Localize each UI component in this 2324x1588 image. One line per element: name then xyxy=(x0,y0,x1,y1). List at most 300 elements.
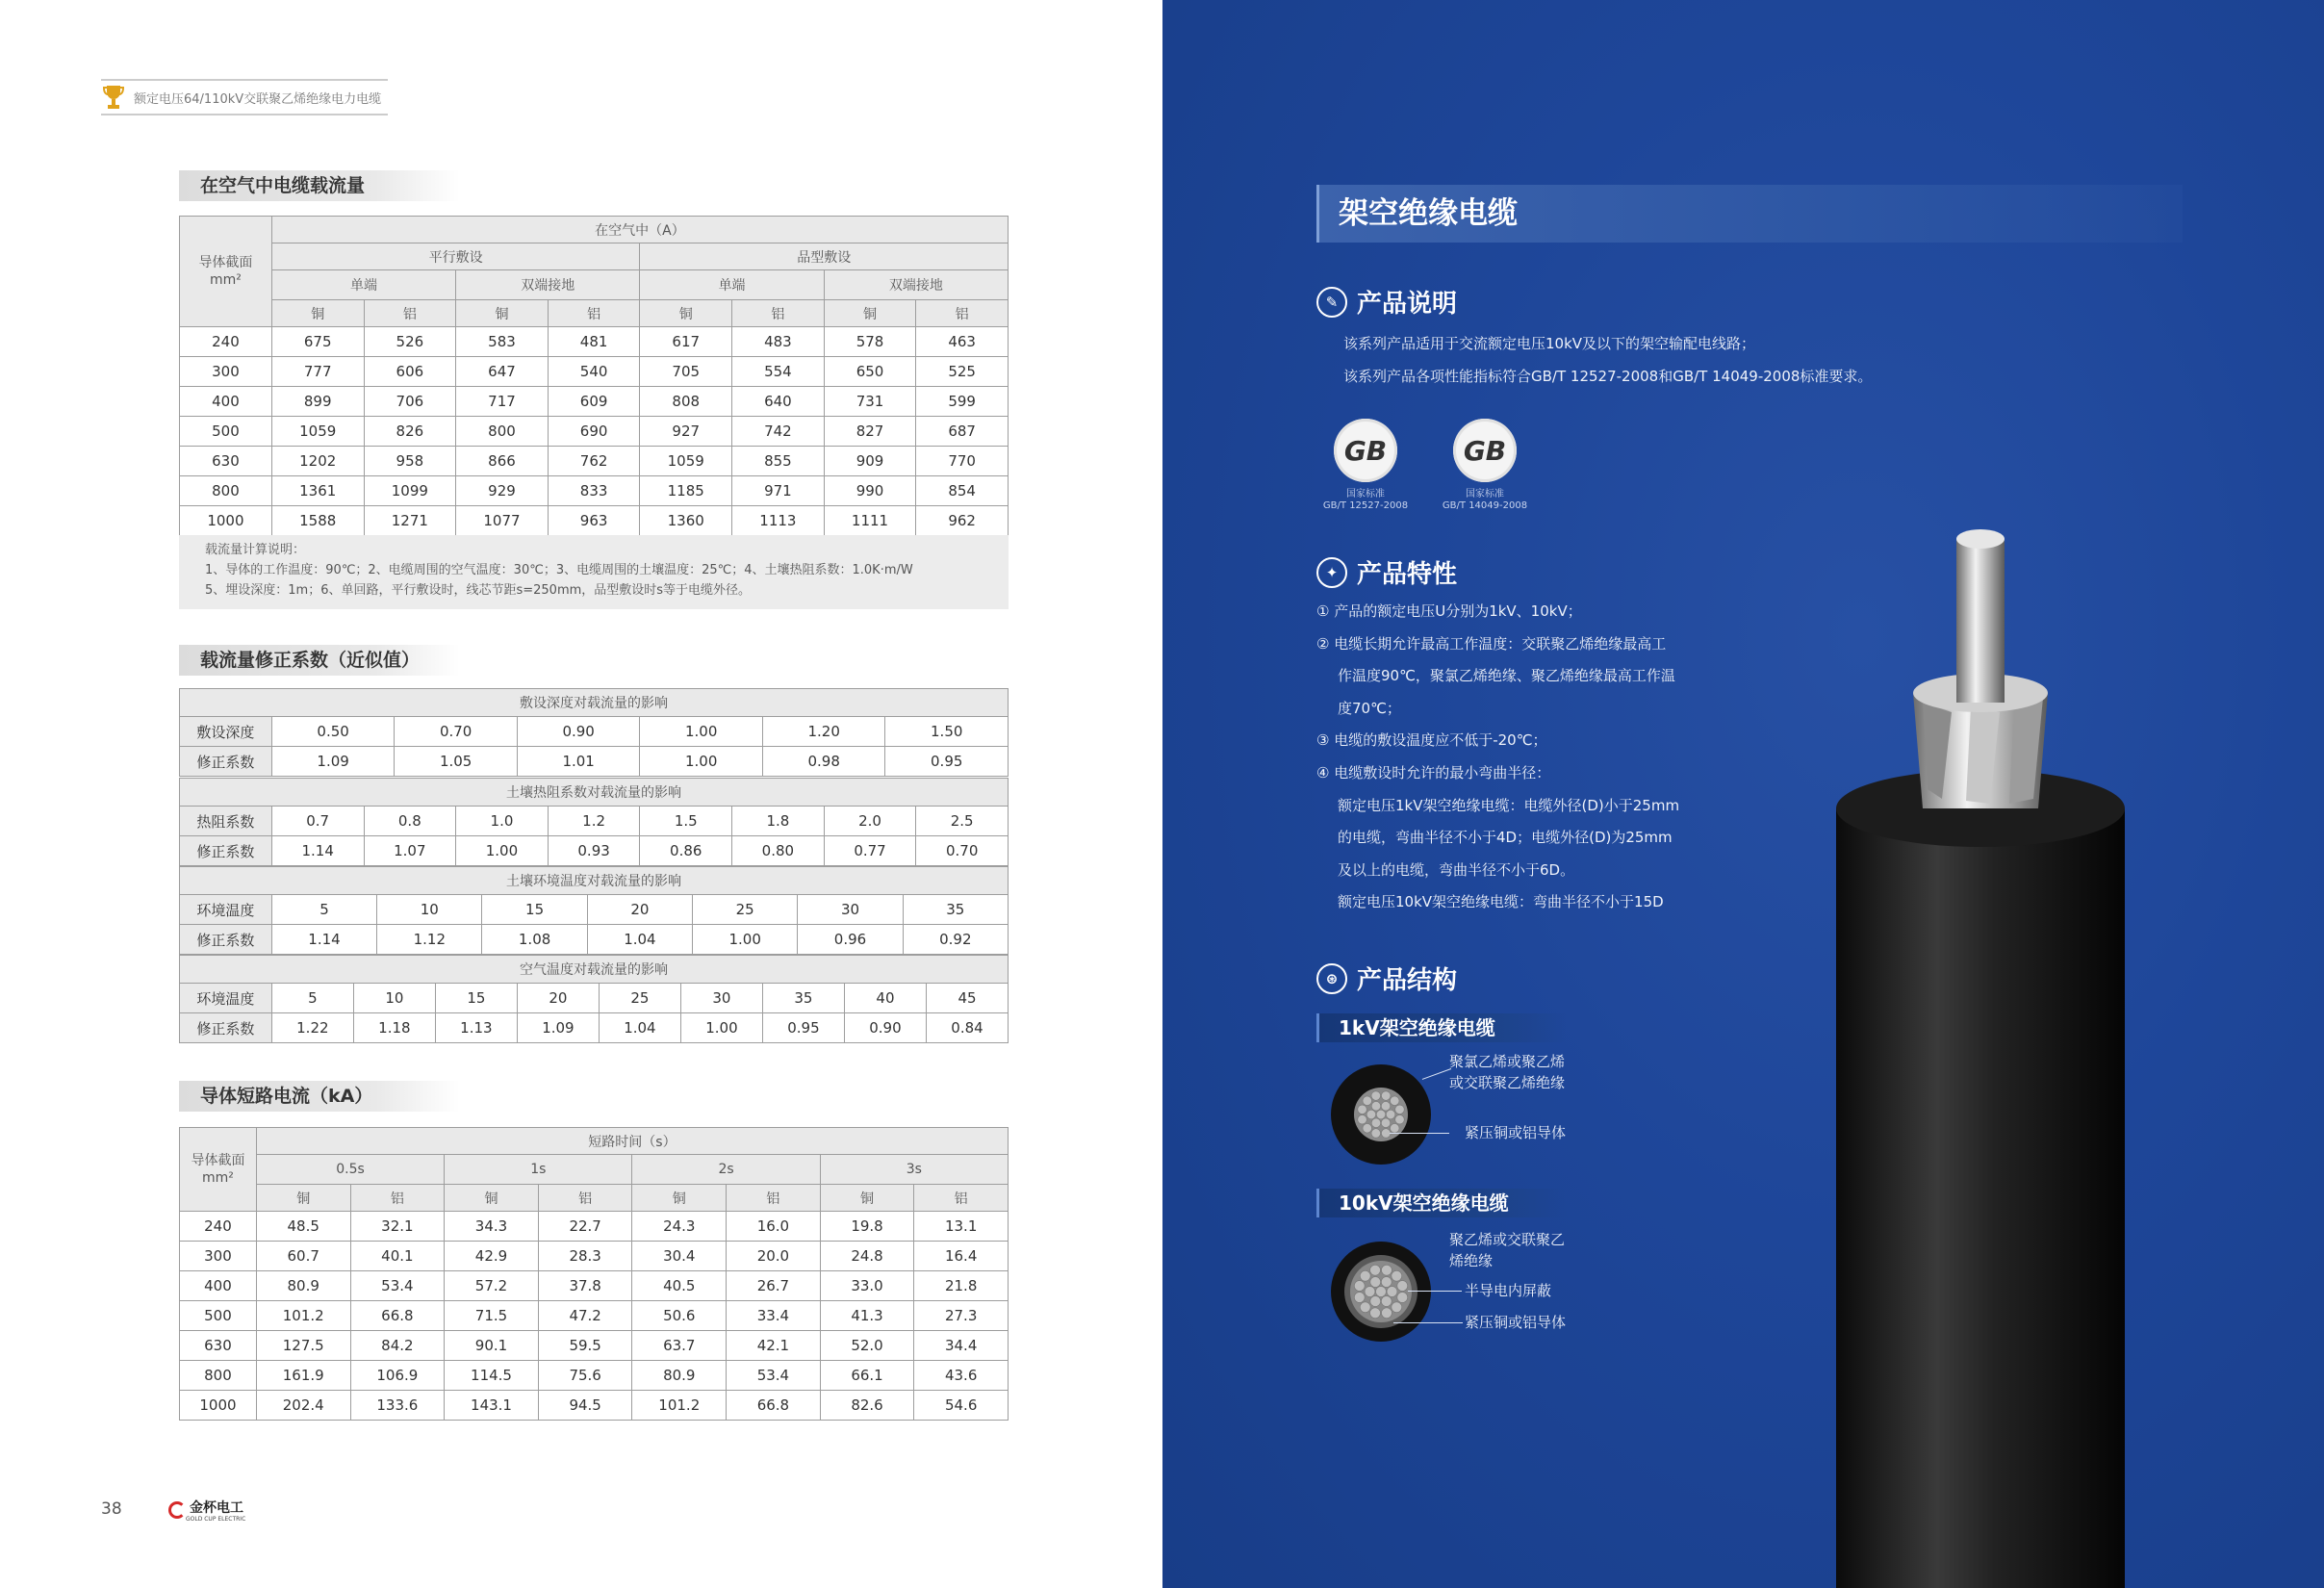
time-group: 1s xyxy=(445,1155,632,1185)
cell: 1.05 xyxy=(395,747,518,777)
cell: 866 xyxy=(456,447,549,476)
cell: 10 xyxy=(353,984,435,1013)
strand xyxy=(1363,1096,1372,1106)
cell: 34.4 xyxy=(914,1331,1009,1361)
cell: 0.70 xyxy=(916,836,1009,866)
strand xyxy=(1382,1265,1392,1275)
cell: 1.09 xyxy=(517,1013,599,1043)
table-row xyxy=(180,447,1009,476)
time-header: 短路时间（s） xyxy=(256,1128,1008,1155)
feature-line: 的电缆，弯曲半径不小于4D；电缆外径(D)为25mm xyxy=(1338,829,1673,847)
cell: 52.0 xyxy=(820,1331,914,1361)
strand xyxy=(1376,1287,1387,1297)
cell: 133.6 xyxy=(350,1391,445,1421)
row-size: 300 xyxy=(180,1242,257,1271)
cell: 53.4 xyxy=(350,1271,445,1301)
strand xyxy=(1395,1105,1405,1114)
gb-badge-icon: GB xyxy=(1453,419,1517,482)
strand xyxy=(1376,1110,1386,1119)
struct-label-text: 聚氯乙烯或聚乙烯 xyxy=(1449,1053,1566,1070)
correction-caption: 敷设深度对载流量的影响 xyxy=(180,689,1009,717)
gb-caption xyxy=(1432,489,1538,512)
running-header xyxy=(101,79,388,115)
cell: 687 xyxy=(916,417,1009,447)
cell: 909 xyxy=(824,447,916,476)
structure-heading xyxy=(1316,960,1457,996)
cell: 127.5 xyxy=(256,1331,350,1361)
strand xyxy=(1370,1265,1381,1275)
correction-table xyxy=(179,866,1009,955)
cell: 48.5 xyxy=(256,1212,350,1242)
desc-line: 该系列产品各项性能指标符合GB/T 12527-2008和GB/T 14049-2008标准要求。 xyxy=(1343,368,1873,385)
feature-line: ④ 电缆敷设时允许的最小弯曲半径： xyxy=(1316,764,1551,781)
correction-table xyxy=(179,955,1009,1043)
cell: 0.98 xyxy=(762,747,885,777)
cell: 690 xyxy=(548,417,640,447)
strand xyxy=(1397,1281,1408,1292)
strand xyxy=(1395,1114,1405,1124)
cell: 800 xyxy=(456,417,549,447)
cell: 481 xyxy=(548,327,640,357)
cell: 30 xyxy=(798,895,903,925)
table-row xyxy=(180,1271,1009,1301)
cell: 1361 xyxy=(271,476,364,506)
cell: 2.0 xyxy=(824,807,916,836)
cell: 599 xyxy=(916,387,1009,417)
desc-title: 产品说明 xyxy=(1357,290,1458,319)
cell: 640 xyxy=(732,387,825,417)
cell: 90.1 xyxy=(445,1331,539,1361)
cell: 1059 xyxy=(271,417,364,447)
correction-caption: 空气温度对载流量的影响 xyxy=(180,956,1009,984)
metal-header: 铜 xyxy=(820,1185,914,1212)
cell: 5 xyxy=(271,984,353,1013)
table-row xyxy=(180,476,1009,506)
table-row xyxy=(180,1242,1009,1271)
struct-label-text: 或交联聚乙烯绝缘 xyxy=(1449,1074,1566,1091)
cell: 60.7 xyxy=(256,1242,350,1271)
features-icon: ✦ xyxy=(1316,557,1347,588)
correction-caption: 土壤环境温度对载流量的影响 xyxy=(180,867,1009,895)
cell: 1059 xyxy=(640,447,732,476)
table-row xyxy=(180,717,1009,747)
cell: 1185 xyxy=(640,476,732,506)
row-header: 热阻系数 xyxy=(180,807,272,836)
cell: 54.6 xyxy=(914,1391,1009,1421)
time-group: 2s xyxy=(632,1155,820,1185)
metal-header: 铝 xyxy=(364,300,456,327)
row-header: 修正系数 xyxy=(180,925,272,955)
cell: 32.1 xyxy=(350,1212,445,1242)
cell: 833 xyxy=(548,476,640,506)
cell: 1.18 xyxy=(353,1013,435,1043)
metal-header: 铜 xyxy=(271,300,364,327)
row-header: 修正系数 xyxy=(180,836,272,866)
conductor-header xyxy=(180,217,272,327)
cell: 1.09 xyxy=(271,747,395,777)
strand xyxy=(1365,1287,1375,1297)
cell: 53.4 xyxy=(727,1361,821,1391)
cell: 40 xyxy=(844,984,926,1013)
features-heading xyxy=(1316,554,1457,590)
air-header: 在空气中（A） xyxy=(271,217,1008,243)
cell: 958 xyxy=(364,447,456,476)
cell: 1588 xyxy=(271,506,364,536)
row-size: 630 xyxy=(180,447,272,476)
feature-line: 作温度90℃，聚氯乙烯绝缘、聚乙烯绝缘最高工作温 xyxy=(1338,667,1675,685)
strand xyxy=(1371,1102,1381,1112)
correction-table xyxy=(179,778,1009,866)
cell: 45 xyxy=(926,984,1008,1013)
strand xyxy=(1371,1118,1381,1128)
strand xyxy=(1363,1123,1372,1133)
strand xyxy=(1371,1091,1381,1101)
leader-line xyxy=(1393,1322,1463,1323)
struct-title: 产品结构 xyxy=(1357,966,1458,995)
struct-1kv-title: 1kV架空绝缘电缆 xyxy=(1316,1013,1567,1042)
strand xyxy=(1382,1308,1392,1319)
row-header: 修正系数 xyxy=(180,1013,272,1043)
strand xyxy=(1360,1302,1370,1313)
table-row xyxy=(180,1391,1009,1421)
metal-header: 铝 xyxy=(538,1185,632,1212)
cell: 37.8 xyxy=(538,1271,632,1301)
cell: 25 xyxy=(693,895,798,925)
section-title-correction: 载流量修正系数（近似值） xyxy=(179,645,460,676)
cell: 71.5 xyxy=(445,1301,539,1331)
cell: 202.4 xyxy=(256,1391,350,1421)
cell: 101.2 xyxy=(256,1301,350,1331)
cell: 0.86 xyxy=(640,836,732,866)
group-header: 品型敷设 xyxy=(640,243,1009,270)
struct-label-text: 聚乙烯或交联聚乙 xyxy=(1449,1231,1566,1248)
strand xyxy=(1381,1091,1391,1101)
calculation-note xyxy=(179,535,1009,609)
cell: 1.01 xyxy=(517,747,640,777)
metal-header: 铝 xyxy=(732,300,825,327)
row-size: 800 xyxy=(180,1361,257,1391)
cell: 30 xyxy=(680,984,762,1013)
cell: 35 xyxy=(762,984,844,1013)
cell: 1.00 xyxy=(693,925,798,955)
brand-name-en: GOLD CUP ELECTRIC xyxy=(186,1516,246,1523)
unit-label: mm² xyxy=(210,272,242,288)
cell: 57.2 xyxy=(445,1271,539,1301)
struct-label-text: 烯绝缘 xyxy=(1449,1252,1494,1269)
cell: 777 xyxy=(271,357,364,387)
cell: 583 xyxy=(456,327,549,357)
cell: 675 xyxy=(271,327,364,357)
cell: 0.93 xyxy=(548,836,640,866)
row-header: 修正系数 xyxy=(180,747,272,777)
cell: 827 xyxy=(824,417,916,447)
feature-line: ② 电缆长期允许最高工作温度：交联聚乙烯绝缘最高工 xyxy=(1316,634,1667,653)
cell: 59.5 xyxy=(538,1331,632,1361)
cell: 82.6 xyxy=(820,1391,914,1421)
table-row xyxy=(180,387,1009,417)
cable-cross-section-icon: ⊛ xyxy=(1316,963,1347,994)
table-row xyxy=(180,327,1009,357)
subgroup-header: 单端 xyxy=(271,270,455,300)
cell: 50.6 xyxy=(632,1301,727,1331)
table-row xyxy=(180,417,1009,447)
right-page xyxy=(1162,0,2324,1588)
table-row xyxy=(180,895,1009,925)
cell: 143.1 xyxy=(445,1391,539,1421)
note-line: 1、导体的工作温度：90℃；2、电缆周围的空气温度：30℃；3、电缆周围的土壤温度：25℃；4、土壤热阻系数：1.0K·m/W xyxy=(205,563,913,577)
cell: 24.3 xyxy=(632,1212,727,1242)
row-header: 环境温度 xyxy=(180,984,272,1013)
gb-caption-line: GB/T 14049-2008 xyxy=(1442,500,1528,511)
feat-title: 产品特性 xyxy=(1357,560,1458,589)
table-row xyxy=(180,1331,1009,1361)
cell: 40.5 xyxy=(632,1271,727,1301)
trophy-icon xyxy=(103,84,124,111)
time-group: 3s xyxy=(820,1155,1008,1185)
cell: 554 xyxy=(732,357,825,387)
cell: 43.6 xyxy=(914,1361,1009,1391)
table-row xyxy=(180,1013,1009,1043)
note-line: 载流量计算说明： xyxy=(205,543,306,557)
strand xyxy=(1370,1277,1381,1288)
strand xyxy=(1392,1270,1402,1281)
metal-header: 铝 xyxy=(548,300,640,327)
row-size: 240 xyxy=(180,327,272,357)
table-row xyxy=(180,357,1009,387)
table-row xyxy=(180,1301,1009,1331)
cell: 28.3 xyxy=(538,1242,632,1271)
cell: 540 xyxy=(548,357,640,387)
cell: 27.3 xyxy=(914,1301,1009,1331)
leader-line xyxy=(1390,1133,1449,1134)
cell: 483 xyxy=(732,327,825,357)
row-size: 630 xyxy=(180,1331,257,1361)
feature-line: 度70℃； xyxy=(1338,699,1401,717)
cell: 80.9 xyxy=(256,1271,350,1301)
gb-caption xyxy=(1313,489,1418,512)
cell: 525 xyxy=(916,357,1009,387)
cell: 742 xyxy=(732,417,825,447)
brand-name: 金杯电工 xyxy=(190,1500,243,1516)
cell: 1.07 xyxy=(364,836,456,866)
cell: 1.13 xyxy=(435,1013,517,1043)
cell: 101.2 xyxy=(632,1391,727,1421)
note-line: 5、埋设深度：1m；6、单回路，平行敷设时，线芯节距s=250mm，品型敷设时s等于电缆外径。 xyxy=(205,583,752,598)
row-header: 敷设深度 xyxy=(180,717,272,747)
table-row xyxy=(180,506,1009,536)
cable-10kv-cross-section xyxy=(1328,1239,1434,1345)
cell: 84.2 xyxy=(350,1331,445,1361)
cell: 1.04 xyxy=(587,925,692,955)
metal-header: 铜 xyxy=(256,1185,350,1212)
cell: 34.3 xyxy=(445,1212,539,1242)
cell: 1.22 xyxy=(271,1013,353,1043)
cell: 927 xyxy=(640,417,732,447)
cell: 1.14 xyxy=(271,925,376,955)
strand xyxy=(1370,1296,1381,1307)
cell: 706 xyxy=(364,387,456,417)
cell: 80.9 xyxy=(632,1361,727,1391)
short-circuit-table xyxy=(179,1127,1009,1421)
cell: 161.9 xyxy=(256,1361,350,1391)
struct-label: 半导电内屏蔽 xyxy=(1465,1282,1552,1299)
cell: 20.0 xyxy=(727,1242,821,1271)
table-row xyxy=(180,1361,1009,1391)
cell: 717 xyxy=(456,387,549,417)
subgroup-header: 单端 xyxy=(640,270,824,300)
table-row xyxy=(180,807,1009,836)
gb-caption-line: GB/T 12527-2008 xyxy=(1322,500,1409,511)
cell: 990 xyxy=(824,476,916,506)
cell: 41.3 xyxy=(820,1301,914,1331)
cell: 0.92 xyxy=(903,925,1008,955)
cell: 971 xyxy=(732,476,825,506)
cell: 1360 xyxy=(640,506,732,536)
cell: 899 xyxy=(271,387,364,417)
cell: 1.50 xyxy=(885,717,1009,747)
cell: 1.00 xyxy=(640,717,763,747)
cell: 526 xyxy=(364,327,456,357)
row-header: 环境温度 xyxy=(180,895,272,925)
cell: 42.9 xyxy=(445,1242,539,1271)
cell: 19.8 xyxy=(820,1212,914,1242)
cell: 15 xyxy=(482,895,587,925)
strand xyxy=(1354,1293,1365,1303)
metal-header: 铜 xyxy=(456,300,549,327)
cell: 0.77 xyxy=(824,836,916,866)
strand xyxy=(1354,1281,1365,1292)
cell: 0.50 xyxy=(271,717,395,747)
table-row xyxy=(180,836,1009,866)
conductor-header xyxy=(180,1128,257,1212)
cell: 47.2 xyxy=(538,1301,632,1331)
strand xyxy=(1358,1105,1367,1114)
struct-label xyxy=(1449,1051,1565,1093)
cell: 762 xyxy=(548,447,640,476)
cell: 33.4 xyxy=(727,1301,821,1331)
cell: 606 xyxy=(364,357,456,387)
cell: 1.5 xyxy=(640,807,732,836)
unit-label: mm² xyxy=(202,1170,234,1186)
row-size: 500 xyxy=(180,1301,257,1331)
cell: 106.9 xyxy=(350,1361,445,1391)
product-title: 架空绝缘电缆 xyxy=(1316,185,2183,243)
cell: 1.00 xyxy=(680,1013,762,1043)
cell: 1113 xyxy=(732,506,825,536)
feature-line: 及以上的电缆，弯曲半径不小于6D。 xyxy=(1338,860,1575,879)
cell: 1271 xyxy=(364,506,456,536)
cell: 2.5 xyxy=(916,807,1009,836)
strand xyxy=(1390,1123,1399,1133)
cell: 42.1 xyxy=(727,1331,821,1361)
cell: 63.7 xyxy=(632,1331,727,1361)
strand xyxy=(1390,1096,1399,1106)
row-size: 240 xyxy=(180,1212,257,1242)
row-size: 1000 xyxy=(180,506,272,536)
row-size: 300 xyxy=(180,357,272,387)
strand xyxy=(1381,1296,1392,1307)
cell: 963 xyxy=(548,506,640,536)
cell: 962 xyxy=(916,506,1009,536)
feature-line: 额定电压10kV架空绝缘电缆：弯曲半径不小于15D xyxy=(1338,893,1664,911)
struct-10kv-title: 10kV架空绝缘电缆 xyxy=(1316,1189,1567,1217)
cell: 855 xyxy=(732,447,825,476)
cell: 21.8 xyxy=(914,1271,1009,1301)
group-header: 平行敷设 xyxy=(271,243,640,270)
running-title: 额定电压64/110kV交联聚乙烯绝缘电力电缆 xyxy=(134,91,382,107)
gb-caption-line: 国家标准 xyxy=(1466,489,1504,499)
section-title-short-circuit: 导体短路电流（kA） xyxy=(179,1081,460,1112)
gb-caption-line: 国家标准 xyxy=(1346,489,1385,499)
strand xyxy=(1381,1118,1391,1128)
leader-line xyxy=(1408,1291,1462,1292)
cell: 929 xyxy=(456,476,549,506)
cell: 26.7 xyxy=(727,1271,821,1301)
brand-logo xyxy=(168,1498,245,1523)
cell: 0.80 xyxy=(732,836,825,866)
strand xyxy=(1397,1293,1408,1303)
metal-header: 铜 xyxy=(640,300,732,327)
cell: 66.8 xyxy=(350,1301,445,1331)
table-row xyxy=(180,1212,1009,1242)
table-row xyxy=(180,747,1009,777)
strand xyxy=(1386,1110,1395,1119)
conductor-label: 导体截面 xyxy=(198,255,253,270)
cell: 1077 xyxy=(456,506,549,536)
row-size: 800 xyxy=(180,476,272,506)
cell: 114.5 xyxy=(445,1361,539,1391)
cell: 20 xyxy=(517,984,599,1013)
cell: 24.8 xyxy=(820,1242,914,1271)
cell: 20 xyxy=(587,895,692,925)
cell: 0.95 xyxy=(762,1013,844,1043)
cell: 1111 xyxy=(824,506,916,536)
strand xyxy=(1381,1102,1391,1112)
cell: 1099 xyxy=(364,476,456,506)
cell: 1.0 xyxy=(456,807,549,836)
metal-header: 铜 xyxy=(632,1185,727,1212)
feature-line: ① 产品的额定电压U分别为1kV、10kV； xyxy=(1316,602,1582,620)
cell: 0.90 xyxy=(517,717,640,747)
desc-heading xyxy=(1316,284,1457,320)
cell: 10 xyxy=(377,895,482,925)
section-title-air-ampacity: 在空气中电缆载流量 xyxy=(179,170,460,201)
cell: 808 xyxy=(640,387,732,417)
ampacity-table xyxy=(179,216,1009,536)
cell: 25 xyxy=(599,984,680,1013)
row-size: 1000 xyxy=(180,1391,257,1421)
struct-label xyxy=(1449,1229,1565,1271)
cell: 1.14 xyxy=(271,836,364,866)
cell: 16.4 xyxy=(914,1242,1009,1271)
cell: 16.0 xyxy=(727,1212,821,1242)
row-size: 400 xyxy=(180,1271,257,1301)
cell: 1.12 xyxy=(377,925,482,955)
logo-mark-icon xyxy=(168,1501,186,1519)
cell: 1.20 xyxy=(762,717,885,747)
table-row xyxy=(180,984,1009,1013)
document-icon: ✎ xyxy=(1316,287,1347,318)
cell: 0.84 xyxy=(926,1013,1008,1043)
cell: 40.1 xyxy=(350,1242,445,1271)
cell: 35 xyxy=(903,895,1008,925)
cell: 1.2 xyxy=(548,807,640,836)
gb-badge-icon: GB xyxy=(1334,419,1397,482)
cell: 1.00 xyxy=(456,836,549,866)
correction-table xyxy=(179,688,1009,777)
cell: 5 xyxy=(271,895,376,925)
cell: 0.95 xyxy=(885,747,1009,777)
